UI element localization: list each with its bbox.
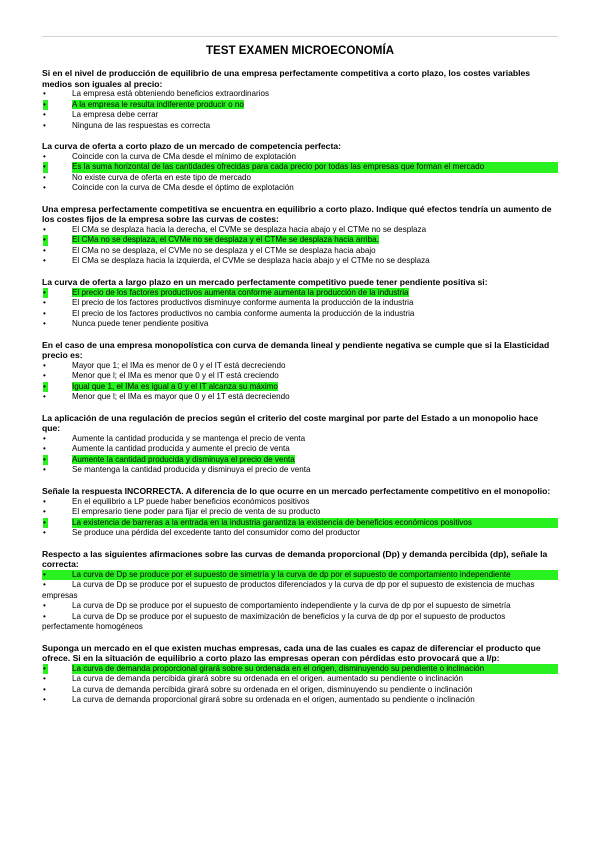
bullet-icon: • — [43, 89, 46, 99]
bullet-icon: • — [43, 392, 46, 402]
bullet-icon: • — [43, 496, 46, 506]
question-block — [42, 340, 558, 403]
option-item: • Aumente la cantidad producida y aumente el precio de venta — [43, 444, 290, 454]
option-item: • La curva de demanda percibida girará sobre su ordenada en el origen, disminuyendo su pendiente o inclinación — [43, 684, 473, 694]
document-title: TEST EXAMEN MICROECONOMÍA — [205, 44, 395, 57]
option-item-correct: • La existencia de barreras a la entrada en la industria garantiza la existencia de beneficios económicos positivos — [42, 518, 558, 529]
option-item: • Coincide con la curva de CMa desde el óptimo de explotación — [43, 183, 294, 193]
option-item-correct: • A la empresa le resulta indiferente producir o no — [43, 99, 244, 109]
bullet-icon: • — [43, 151, 46, 161]
option-item: • El precio de los factores productivos disminuye conforme aumenta la producción de la industria — [43, 298, 414, 308]
bullet-icon: • — [43, 444, 46, 454]
option-item: • La curva de Dp se produce por el supuesto de comportamiento independiente y la curva de dp por el supuesto de simetría — [43, 601, 511, 611]
option-item: • Ninguna de las respuestas es correcta — [43, 120, 211, 130]
question-text: La aplicación de una regulación de precios según el criterio del coste marginal por parte del Estado a un monopolio hace que: — [42, 412, 539, 434]
option-item: • El empresario tiene poder para fijar el precio de venta de su producto — [43, 507, 321, 517]
bullet-icon: • — [43, 99, 46, 109]
option-item: • Coincide con la curva de CMa desde el mínimo de explotación — [43, 151, 297, 161]
question-text: Señale la respuesta INCORRECTA. A diferencia de lo que ocurre en un mercado perfectamente competitivo en el monopolio: — [42, 485, 551, 496]
option-item: • El CMa se desplaza hacia la derecha, el CVMe se desplaza hacia abajo y el CTMe no se desplaza — [43, 224, 427, 234]
option-item-correct: • Aumente la cantidad producida y disminuya el precio de venta — [43, 454, 295, 464]
option-item: • El CMa se desplaza hacia la izquierda, el CVMe se desplaza hacia abajo y el CTMe no se desplaza — [43, 256, 430, 266]
bullet-icon: • — [43, 517, 46, 527]
option-item: • No existe curva de oferta en este tipo de mercado — [43, 172, 252, 182]
option-item: • En el equilibrio a LP puede haber beneficios económicos positivos — [43, 496, 310, 506]
option-item-correct: • Igual que 1, el IMa es igual a 0 y el IT alcanza su máximo — [43, 381, 278, 391]
option-item: • Mayor que 1; el IMa es menor de 0 y el IT está decreciendo — [43, 360, 286, 370]
option-item: • Se produce una pérdida del excedente tanto del consumidor como del productor — [43, 528, 360, 538]
question-block — [42, 141, 558, 194]
question-block — [42, 643, 558, 706]
option-item: • Menor que l; el IMa es mayor que 0 y el 1T está decreciendo — [43, 392, 290, 402]
question-text: Respecto a las siguientes afirmaciones sobre las curvas de demanda proporcional (Dp) y demanda percibida (dp), señale la correcta: — [42, 548, 548, 570]
bullet-icon: • — [43, 674, 46, 684]
option-item: • Aumente la cantidad producida y se mantenga el precio de venta — [43, 433, 306, 443]
option-list — [42, 152, 558, 194]
option-item-correct: • La curva de Dp se produce por el supuesto de simetría y la curva de dp por el supuesto de comportamiento independiente — [42, 570, 558, 581]
bullet-icon: • — [43, 224, 46, 234]
bullet-icon: • — [43, 454, 46, 464]
question-block — [42, 277, 558, 330]
question-block — [42, 413, 558, 476]
option-item: • Nunca puede tener pendiente positiva — [43, 319, 209, 329]
bullet-icon: • — [43, 371, 46, 381]
option-item: • La empresa debe cerrar — [43, 110, 159, 120]
option-item: • Menor que l; el IMa es menor que 0 y el IT está creciendo — [43, 371, 279, 381]
bullet-icon: • — [43, 663, 46, 673]
question-block — [42, 68, 558, 131]
option-item: • El precio de los factores productivos no cambia conforme aumenta la producción de la industria — [43, 308, 415, 318]
question-text: La curva de oferta a largo plazo en un mercado perfectamente competitivo puede tener pendiente positiva si: — [42, 276, 488, 287]
bullet-icon: • — [43, 465, 46, 475]
option-item: • La curva de demanda percibida girará sobre su ordenada en el origen. aumentado su pendiente o inclinación — [43, 674, 464, 684]
option-item-correct: • El CMa no se desplaza, el CVMe no se desplaza y el CTMe se desplaza hacia arriba. — [43, 235, 379, 245]
bullet-icon: • — [43, 172, 46, 182]
bullet-icon: • — [43, 569, 46, 579]
bullet-icon: • — [43, 235, 46, 245]
bullet-icon: • — [43, 256, 46, 266]
option-list — [42, 361, 558, 403]
option-list — [42, 89, 558, 131]
option-list — [42, 434, 558, 476]
option-item-correct: • El precio de los factores productivos aumenta conforme aumenta la producción de la industria — [43, 287, 409, 297]
bullet-icon: • — [43, 319, 46, 329]
option-list — [42, 497, 558, 539]
option-item-correct: • La curva de demanda proporcional girará sobre su ordenada en el origen, disminuyendo su pendiente o inclinación — [42, 664, 558, 675]
bullet-icon: • — [43, 580, 46, 590]
option-item: • Se mantenga la cantidad producida y disminuya el precio de venta — [43, 465, 311, 475]
bullet-icon: • — [43, 611, 46, 621]
bullet-icon: • — [43, 120, 46, 130]
bullet-icon: • — [43, 183, 46, 193]
option-item: • La empresa está obteniendo beneficios extraordinarios — [43, 89, 270, 99]
bullet-icon: • — [43, 601, 46, 611]
question-text: La curva de oferta a corto plazo de un mercado de competencia perfecta: — [42, 141, 341, 152]
question-text: En el caso de una empresa monopolística con curva de demanda lineal y pendiente negativa se cumple que si la Elasticidad precio es: — [42, 339, 550, 361]
option-list — [42, 570, 558, 633]
question-text: Suponga un mercado en el que existen muchas empresas, cada una de las cuales es capaz de diferenciar el producto que ofrece. Si en la situación de equilibrio a corto plazo las empresas operan con pérdidas esto provocará que a l/p: — [42, 642, 541, 664]
bullet-icon: • — [43, 360, 46, 370]
top-rule — [42, 36, 558, 37]
option-item: • La curva de demanda proporcional girará sobre su ordenada en el origen, aumentado su pendiente o inclinación — [43, 695, 475, 705]
bullet-icon: • — [43, 528, 46, 538]
exam-page — [42, 44, 558, 706]
bullet-icon: • — [43, 695, 46, 705]
bullet-icon: • — [43, 162, 46, 172]
question-text: Si en el nivel de producción de equilibrio de una empresa perfectamente competitiva a corto plazo, los costes variables medios son iguales al precio: — [42, 68, 531, 89]
bullet-icon: • — [43, 308, 46, 318]
bullet-icon: • — [43, 110, 46, 120]
option-item: • La curva de Dp se produce por el supuesto de maximización de beneficios y la curva de dp por el supuesto de productos perfectamente homogéneos — [42, 611, 506, 632]
bullet-icon: • — [43, 433, 46, 443]
option-list — [42, 225, 558, 267]
bullet-icon: • — [43, 507, 46, 517]
question-block — [42, 204, 558, 267]
option-item: • El CMa no se desplaza, el CVMe no se desplaza y el CTMe se desplaza hacia abajo — [43, 245, 376, 255]
question-text: Una empresa perfectamente competitiva se encuentra en equilibrio a corto plazo. Indique qué efectos tendría un aumento de los costes fijos de la empresa sobre las curvas de costes: — [42, 203, 552, 225]
question-block — [42, 549, 558, 633]
option-list — [42, 664, 558, 706]
bullet-icon: • — [43, 684, 46, 694]
option-item: • La curva de Dp se produce por el supuesto de productos diferenciados y la curva de dp por el supuesto de existencia de muchas empresas — [42, 580, 535, 600]
bullet-icon: • — [43, 298, 46, 308]
option-item-correct: • Es la suma horizontal de las cantidades ofrecidas para cada precio por todas las empresas que forman el mercado — [42, 162, 558, 173]
bullet-icon: • — [43, 287, 46, 297]
bullet-icon: • — [43, 245, 46, 255]
option-list — [42, 288, 558, 330]
bullet-icon: • — [43, 381, 46, 391]
question-block — [42, 486, 558, 539]
